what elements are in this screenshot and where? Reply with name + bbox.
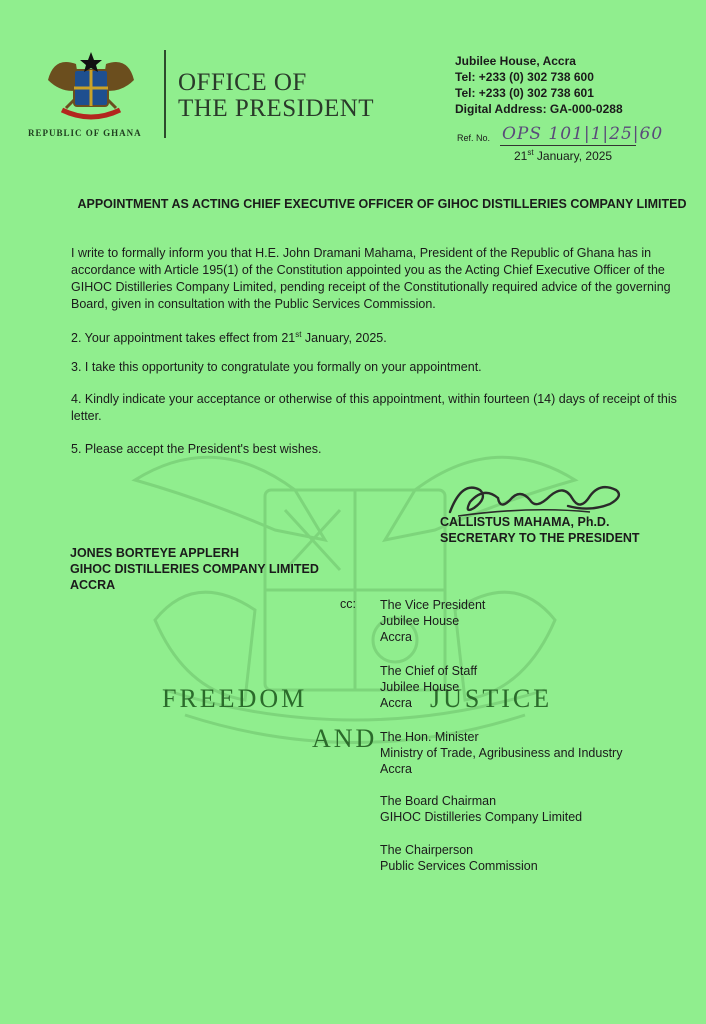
paragraph-1: I write to formally inform you that H.E. John Dramani Mahama, President of the Republic of Ghana has in accordance with Article 195(1) of the Constitution appointed you as the Acting Chief Executive Officer of the GIHOC Distilleries Company Limited, pending receipt of the Constitutionally required advice of the governing Board, given in consultation with the Public Services Commission. — [71, 246, 671, 311]
contact-address: Jubilee House, Accra — [455, 54, 576, 68]
cc-recipient-line: Ministry of Trade, Agribusiness and Industry — [380, 746, 623, 760]
paragraph-5: 5. Please accept the President's best wishes. — [71, 442, 322, 456]
header-divider — [164, 50, 166, 138]
date-suffix: st — [527, 148, 534, 157]
date-rest: January, 2025 — [533, 149, 613, 163]
office-title — [178, 70, 374, 122]
signer-name: CALLISTUS MAHAMA, Ph.D. — [440, 515, 610, 529]
contact-digital-address: Digital Address: GA-000-0288 — [455, 102, 623, 116]
cc-recipient-line: Accra — [380, 696, 412, 710]
cc-recipient-line: Accra — [380, 630, 412, 644]
addressee-company: GIHOC DISTILLERIES COMPANY LIMITED — [70, 562, 319, 576]
reference-underline — [500, 145, 636, 146]
letter-date — [514, 148, 612, 163]
paragraph-2-sup: st — [295, 330, 302, 339]
paragraph-2-end: January, 2025. — [301, 331, 387, 346]
cc-recipient-line: The Hon. Minister — [380, 730, 479, 744]
cc-recipient-line: Jubilee House — [380, 680, 460, 694]
contact-tel-1: Tel: +233 (0) 302 738 600 — [455, 70, 594, 84]
cc-recipient — [380, 729, 622, 777]
date-day: 21 — [514, 149, 528, 163]
contact-tel-2: Tel: +233 (0) 302 738 601 — [455, 86, 594, 100]
ghana-coat-of-arms-icon — [44, 50, 138, 126]
cc-recipient-line: Jubilee House — [380, 614, 460, 628]
signer-block — [440, 514, 640, 546]
reference-number-handwritten: OPS 101|1|25|60 — [502, 124, 664, 144]
emblem-caption: REPUBLIC OF GHANA — [28, 128, 142, 138]
office-title-line1: OFFICE OF — [178, 69, 307, 96]
office-title-line2: THE PRESIDENT — [178, 95, 375, 122]
watermark-word-and: AND — [312, 724, 378, 753]
cc-recipient-line: The Chairperson — [380, 843, 474, 857]
cc-label: cc: — [340, 597, 356, 611]
paragraph-2-start: 2. Your appointment takes effect from 21 — [71, 331, 296, 346]
cc-recipient — [380, 793, 582, 825]
cc-recipient-line: Accra — [380, 762, 412, 776]
cc-recipient-line: The Board Chairman — [380, 794, 497, 808]
cc-recipient-line: GIHOC Distilleries Company Limited — [380, 810, 583, 824]
cc-recipient — [380, 663, 477, 711]
letter-subject: APPOINTMENT AS ACTING CHIEF EXECUTIVE OFFICER OF GIHOC DISTILLERIES COMPANY LIMITED — [77, 197, 687, 211]
paragraph-4: 4. Kindly indicate your acceptance or otherwise of this appointment, within fourteen (14) days of receipt of this letter. — [71, 392, 677, 423]
paragraph-2 — [71, 326, 695, 347]
paragraph-3: 3. I take this opportunity to congratulate you formally on your appointment. — [71, 360, 482, 374]
cc-recipient — [380, 597, 485, 645]
reference-label: Ref. No. — [457, 133, 491, 143]
signer-title: SECRETARY TO THE PRESIDENT — [440, 531, 640, 545]
cc-recipient — [380, 842, 538, 874]
watermark-word-freedom: FREEDOM — [162, 684, 308, 713]
addressee-block — [70, 545, 319, 593]
contact-block — [455, 53, 623, 117]
addressee-city: ACCRA — [70, 578, 116, 592]
cc-recipient-line: The Vice President — [380, 598, 486, 612]
addressee-name: JONES BORTEYE APPLERH — [70, 546, 240, 560]
cc-recipient-line: The Chief of Staff — [380, 664, 478, 678]
watermark-word-justice: JUSTICE — [430, 684, 553, 713]
cc-recipient-line: Public Services Commission — [380, 859, 538, 873]
